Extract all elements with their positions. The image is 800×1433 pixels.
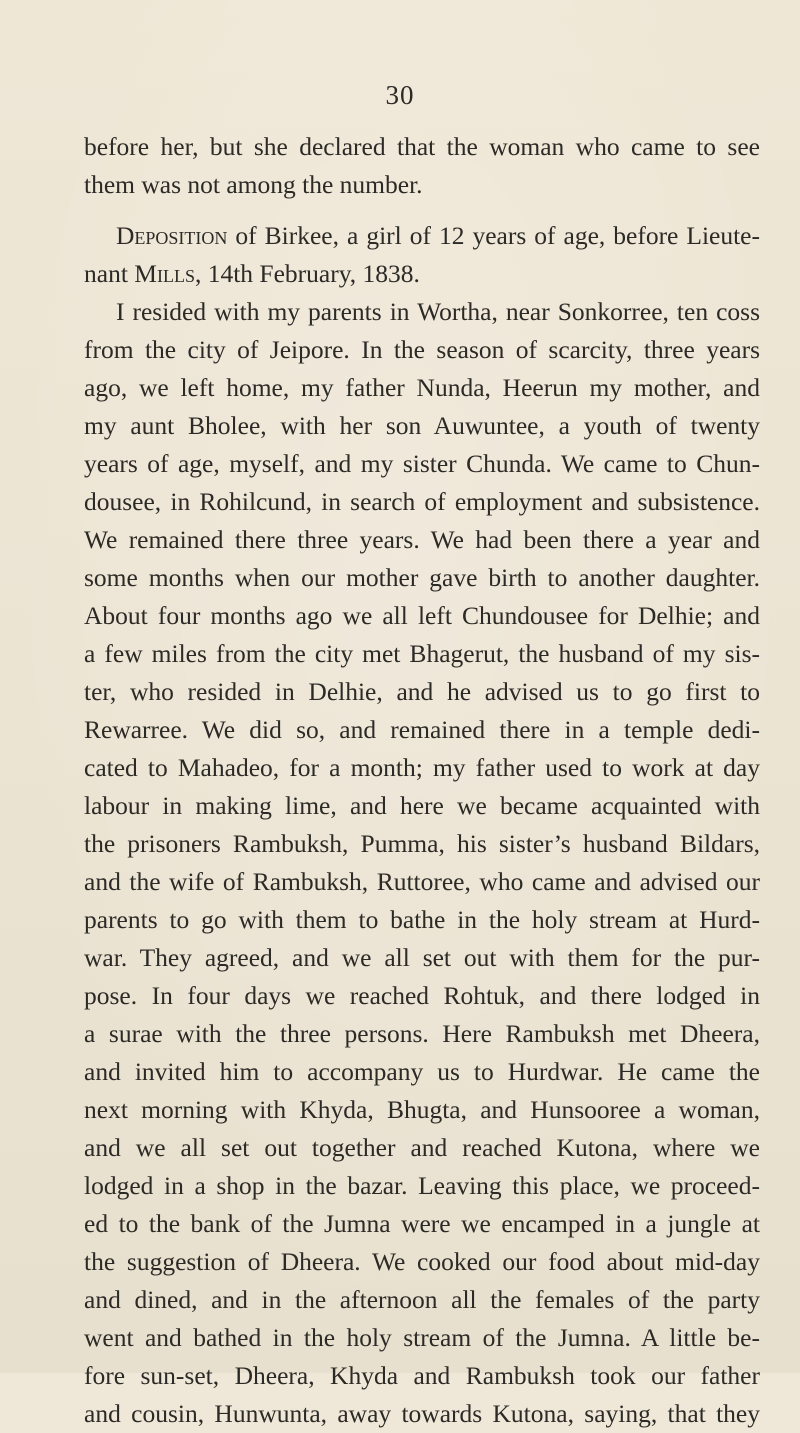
text-line: lodged in a shop in the bazar. Leaving this place, we proceed-: [84, 1171, 760, 1200]
text-line: years of age, myself, and my sister Chunda. We came to Chun-: [84, 449, 760, 478]
text-line: Rewarree. We did so, and remained there in a temple dedi-: [84, 715, 760, 744]
body-text: [84, 128, 760, 1433]
text-line: went and bathed in the holy stream of the Jumna. A little be-: [84, 1323, 760, 1352]
text-line: labour in making lime, and here we became acquainted with: [84, 791, 760, 820]
text-line: and we all set out together and reached Kutona, where we: [84, 1133, 760, 1162]
text-line: About four months ago we all left Chundousee for Delhie; and: [84, 601, 760, 630]
text-line: parents to go with them to bathe in the holy stream at Hurd-: [84, 905, 760, 934]
text-line: and dined, and in the afternoon all the females of the party: [84, 1285, 760, 1314]
text-line: ter, who resided in Delhie, and he advised us to go first to: [84, 677, 760, 706]
text-line: nant Mills, 14th February, 1838.: [84, 259, 420, 288]
text-line: next morning with Khyda, Bhugta, and Hunsooree a woman,: [84, 1095, 760, 1124]
text-line: dousee, in Rohilcund, in search of employment and subsistence.: [84, 487, 760, 516]
text-line: a few miles from the city met Bhagerut, the husband of my sis-: [84, 639, 760, 668]
text-line: Deposition of Birkee, a girl of 12 years of age, before Lieute-: [116, 221, 760, 250]
text-line: before her, but she declared that the woman who came to see: [84, 132, 760, 161]
text-line: and invited him to accompany us to Hurdwar. He came the: [84, 1057, 760, 1086]
small-caps-word: Mills: [134, 259, 195, 288]
text-line: from the city of Jeipore. In the season of scarcity, three years: [84, 335, 760, 364]
text-line: and cousin, Hunwunta, away towards Kutona, saying, that they: [84, 1399, 760, 1428]
page-number: 30: [385, 80, 415, 110]
text-line: them was not among the number.: [84, 170, 423, 199]
text-line: and the wife of Rambuksh, Ruttoree, who came and advised our: [84, 867, 760, 896]
text-line: a surae with the three persons. Here Rambuksh met Dheera,: [84, 1019, 760, 1048]
text-line: ago, we left home, my father Nunda, Heerun my mother, and: [84, 373, 760, 402]
text-line: ed to the bank of the Jumna were we encamped in a jungle at: [84, 1209, 760, 1238]
text-line: pose. In four days we reached Rohtuk, and there lodged in: [84, 981, 760, 1010]
text-line: cated to Mahadeo, for a month; my father used to work at day: [84, 753, 760, 782]
text-line: We remained there three years. We had been there a year and: [84, 525, 760, 554]
text-line: some months when our mother gave birth to another daughter.: [84, 563, 760, 592]
text-line: fore sun-set, Dheera, Khyda and Rambuksh took our father: [84, 1361, 760, 1390]
small-caps-word: Deposition: [116, 221, 228, 250]
text-line: war. They agreed, and we all set out with them for the pur-: [84, 943, 760, 972]
text-line: my aunt Bholee, with her son Auwuntee, a youth of twenty: [84, 411, 760, 440]
text-line: the suggestion of Dheera. We cooked our food about mid-day: [84, 1247, 760, 1276]
text-line: the prisoners Rambuksh, Pumma, his sister’s husband Bildars,: [84, 829, 760, 858]
text-line: I resided with my parents in Wortha, near Sonkorree, ten coss: [116, 297, 760, 326]
